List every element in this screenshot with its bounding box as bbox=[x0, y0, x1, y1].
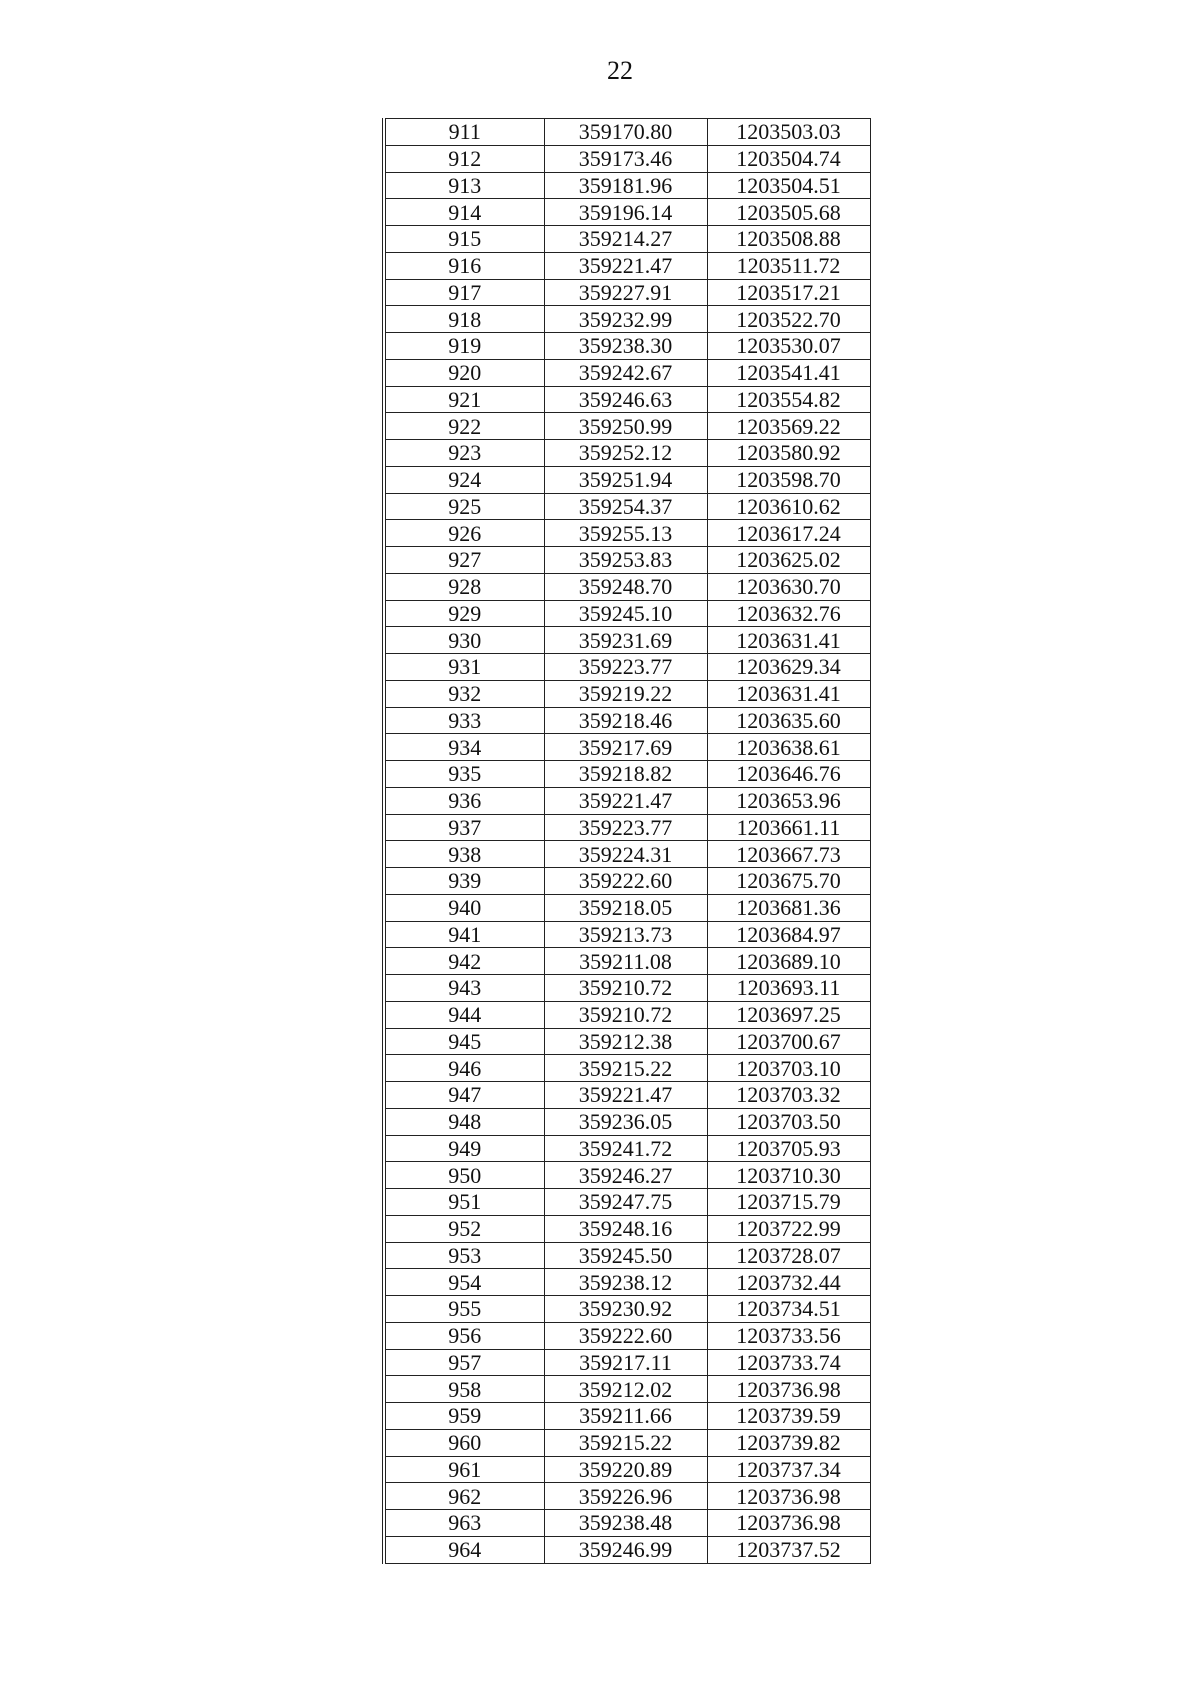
table-row bbox=[384, 1242, 870, 1269]
x-coordinate-cell: 359251.94 bbox=[544, 466, 707, 493]
table-row bbox=[384, 119, 870, 146]
point-number-cell: 929 bbox=[384, 600, 544, 627]
y-coordinate-cell: 1203693.11 bbox=[707, 975, 870, 1002]
y-coordinate-cell: 1203505.68 bbox=[707, 199, 870, 226]
table-row bbox=[384, 1001, 870, 1028]
y-coordinate-cell: 1203667.73 bbox=[707, 841, 870, 868]
y-coordinate-cell: 1203610.62 bbox=[707, 493, 870, 520]
table-row bbox=[384, 787, 870, 814]
y-coordinate-cell: 1203675.70 bbox=[707, 868, 870, 895]
x-coordinate-cell: 359227.91 bbox=[544, 279, 707, 306]
point-number-cell: 947 bbox=[384, 1082, 544, 1109]
x-coordinate-cell: 359221.47 bbox=[544, 1082, 707, 1109]
y-coordinate-cell: 1203736.98 bbox=[707, 1376, 870, 1403]
y-coordinate-cell: 1203541.41 bbox=[707, 359, 870, 386]
x-coordinate-cell: 359211.08 bbox=[544, 948, 707, 975]
x-coordinate-cell: 359215.22 bbox=[544, 1429, 707, 1456]
point-number-cell: 927 bbox=[384, 547, 544, 574]
y-coordinate-cell: 1203697.25 bbox=[707, 1001, 870, 1028]
y-coordinate-cell: 1203661.11 bbox=[707, 814, 870, 841]
x-coordinate-cell: 359238.48 bbox=[544, 1510, 707, 1537]
table-row bbox=[384, 386, 870, 413]
table-row bbox=[384, 1082, 870, 1109]
table-row bbox=[384, 1510, 870, 1537]
point-number-cell: 920 bbox=[384, 359, 544, 386]
x-coordinate-cell: 359222.60 bbox=[544, 868, 707, 895]
table-row bbox=[384, 1322, 870, 1349]
point-number-cell: 960 bbox=[384, 1429, 544, 1456]
y-coordinate-cell: 1203736.98 bbox=[707, 1510, 870, 1537]
y-coordinate-cell: 1203653.96 bbox=[707, 787, 870, 814]
table-row bbox=[384, 1028, 870, 1055]
table-row bbox=[384, 654, 870, 681]
x-coordinate-cell: 359231.69 bbox=[544, 627, 707, 654]
x-coordinate-cell: 359173.46 bbox=[544, 145, 707, 172]
y-coordinate-cell: 1203504.74 bbox=[707, 145, 870, 172]
x-coordinate-cell: 359223.77 bbox=[544, 654, 707, 681]
x-coordinate-cell: 359170.80 bbox=[544, 119, 707, 146]
y-coordinate-cell: 1203703.32 bbox=[707, 1082, 870, 1109]
x-coordinate-cell: 359245.10 bbox=[544, 600, 707, 627]
x-coordinate-cell: 359211.66 bbox=[544, 1403, 707, 1430]
table-row bbox=[384, 279, 870, 306]
y-coordinate-cell: 1203630.70 bbox=[707, 573, 870, 600]
point-number-cell: 921 bbox=[384, 386, 544, 413]
table-row bbox=[384, 1536, 870, 1563]
y-coordinate-cell: 1203703.50 bbox=[707, 1108, 870, 1135]
y-coordinate-cell: 1203580.92 bbox=[707, 440, 870, 467]
x-coordinate-cell: 359230.92 bbox=[544, 1296, 707, 1323]
point-number-cell: 911 bbox=[384, 119, 544, 146]
y-coordinate-cell: 1203681.36 bbox=[707, 894, 870, 921]
y-coordinate-cell: 1203739.59 bbox=[707, 1403, 870, 1430]
table-row bbox=[384, 1376, 870, 1403]
table-row bbox=[384, 359, 870, 386]
y-coordinate-cell: 1203617.24 bbox=[707, 520, 870, 547]
point-number-cell: 933 bbox=[384, 707, 544, 734]
x-coordinate-cell: 359247.75 bbox=[544, 1189, 707, 1216]
y-coordinate-cell: 1203503.03 bbox=[707, 119, 870, 146]
y-coordinate-cell: 1203504.51 bbox=[707, 172, 870, 199]
point-number-cell: 936 bbox=[384, 787, 544, 814]
table-row bbox=[384, 1456, 870, 1483]
x-coordinate-cell: 359236.05 bbox=[544, 1108, 707, 1135]
point-number-cell: 953 bbox=[384, 1242, 544, 1269]
x-coordinate-cell: 359245.50 bbox=[544, 1242, 707, 1269]
point-number-cell: 942 bbox=[384, 948, 544, 975]
table-row bbox=[384, 466, 870, 493]
y-coordinate-cell: 1203733.74 bbox=[707, 1349, 870, 1376]
table-row bbox=[384, 841, 870, 868]
x-coordinate-cell: 359212.02 bbox=[544, 1376, 707, 1403]
y-coordinate-cell: 1203646.76 bbox=[707, 761, 870, 788]
point-number-cell: 948 bbox=[384, 1108, 544, 1135]
table-row bbox=[384, 894, 870, 921]
y-coordinate-cell: 1203728.07 bbox=[707, 1242, 870, 1269]
x-coordinate-cell: 359218.05 bbox=[544, 894, 707, 921]
y-coordinate-cell: 1203710.30 bbox=[707, 1162, 870, 1189]
point-number-cell: 944 bbox=[384, 1001, 544, 1028]
x-coordinate-cell: 359215.22 bbox=[544, 1055, 707, 1082]
table-row bbox=[384, 573, 870, 600]
point-number-cell: 919 bbox=[384, 333, 544, 360]
table-row bbox=[384, 1189, 870, 1216]
x-coordinate-cell: 359242.67 bbox=[544, 359, 707, 386]
y-coordinate-cell: 1203629.34 bbox=[707, 654, 870, 681]
table-row bbox=[384, 734, 870, 761]
point-number-cell: 951 bbox=[384, 1189, 544, 1216]
y-coordinate-cell: 1203511.72 bbox=[707, 252, 870, 279]
point-number-cell: 943 bbox=[384, 975, 544, 1002]
point-number-cell: 932 bbox=[384, 680, 544, 707]
y-coordinate-cell: 1203638.61 bbox=[707, 734, 870, 761]
table-row bbox=[384, 145, 870, 172]
x-coordinate-cell: 359219.22 bbox=[544, 680, 707, 707]
y-coordinate-cell: 1203522.70 bbox=[707, 306, 870, 333]
point-number-cell: 941 bbox=[384, 921, 544, 948]
table-row bbox=[384, 413, 870, 440]
y-coordinate-cell: 1203722.99 bbox=[707, 1215, 870, 1242]
x-coordinate-cell: 359210.72 bbox=[544, 975, 707, 1002]
y-coordinate-cell: 1203517.21 bbox=[707, 279, 870, 306]
x-coordinate-cell: 359222.60 bbox=[544, 1322, 707, 1349]
y-coordinate-cell: 1203631.41 bbox=[707, 680, 870, 707]
table-row bbox=[384, 1055, 870, 1082]
point-number-cell: 963 bbox=[384, 1510, 544, 1537]
table-row bbox=[384, 1269, 870, 1296]
point-number-cell: 938 bbox=[384, 841, 544, 868]
y-coordinate-cell: 1203530.07 bbox=[707, 333, 870, 360]
table-row bbox=[384, 948, 870, 975]
table-row bbox=[384, 333, 870, 360]
y-coordinate-cell: 1203705.93 bbox=[707, 1135, 870, 1162]
y-coordinate-cell: 1203739.82 bbox=[707, 1429, 870, 1456]
x-coordinate-cell: 359255.13 bbox=[544, 520, 707, 547]
x-coordinate-cell: 359232.99 bbox=[544, 306, 707, 333]
y-coordinate-cell: 1203684.97 bbox=[707, 921, 870, 948]
point-number-cell: 940 bbox=[384, 894, 544, 921]
x-coordinate-cell: 359248.70 bbox=[544, 573, 707, 600]
y-coordinate-cell: 1203625.02 bbox=[707, 547, 870, 574]
point-number-cell: 924 bbox=[384, 466, 544, 493]
table-row bbox=[384, 172, 870, 199]
x-coordinate-cell: 359238.12 bbox=[544, 1269, 707, 1296]
point-number-cell: 930 bbox=[384, 627, 544, 654]
point-number-cell: 931 bbox=[384, 654, 544, 681]
y-coordinate-cell: 1203733.56 bbox=[707, 1322, 870, 1349]
table-row bbox=[384, 306, 870, 333]
coordinates-table-body bbox=[384, 119, 870, 1564]
y-coordinate-cell: 1203631.41 bbox=[707, 627, 870, 654]
y-coordinate-cell: 1203569.22 bbox=[707, 413, 870, 440]
point-number-cell: 945 bbox=[384, 1028, 544, 1055]
x-coordinate-cell: 359210.72 bbox=[544, 1001, 707, 1028]
page-number: 22 bbox=[607, 56, 633, 85]
y-coordinate-cell: 1203737.52 bbox=[707, 1536, 870, 1563]
y-coordinate-cell: 1203715.79 bbox=[707, 1189, 870, 1216]
table-row bbox=[384, 1135, 870, 1162]
table-row bbox=[384, 493, 870, 520]
point-number-cell: 912 bbox=[384, 145, 544, 172]
table-row bbox=[384, 252, 870, 279]
table-row bbox=[384, 1162, 870, 1189]
x-coordinate-cell: 359181.96 bbox=[544, 172, 707, 199]
table-row bbox=[384, 707, 870, 734]
table-row bbox=[384, 814, 870, 841]
x-coordinate-cell: 359253.83 bbox=[544, 547, 707, 574]
table-row bbox=[384, 440, 870, 467]
table-row bbox=[384, 868, 870, 895]
x-coordinate-cell: 359212.38 bbox=[544, 1028, 707, 1055]
point-number-cell: 923 bbox=[384, 440, 544, 467]
point-number-cell: 956 bbox=[384, 1322, 544, 1349]
point-number-cell: 961 bbox=[384, 1456, 544, 1483]
y-coordinate-cell: 1203635.60 bbox=[707, 707, 870, 734]
x-coordinate-cell: 359196.14 bbox=[544, 199, 707, 226]
table-row bbox=[384, 1108, 870, 1135]
x-coordinate-cell: 359217.69 bbox=[544, 734, 707, 761]
table-row bbox=[384, 199, 870, 226]
table-row bbox=[384, 975, 870, 1002]
point-number-cell: 922 bbox=[384, 413, 544, 440]
x-coordinate-cell: 359241.72 bbox=[544, 1135, 707, 1162]
y-coordinate-cell: 1203632.76 bbox=[707, 600, 870, 627]
table-row bbox=[384, 1349, 870, 1376]
x-coordinate-cell: 359248.16 bbox=[544, 1215, 707, 1242]
x-coordinate-cell: 359223.77 bbox=[544, 814, 707, 841]
y-coordinate-cell: 1203703.10 bbox=[707, 1055, 870, 1082]
table-row bbox=[384, 1296, 870, 1323]
point-number-cell: 955 bbox=[384, 1296, 544, 1323]
point-number-cell: 913 bbox=[384, 172, 544, 199]
table-row bbox=[384, 226, 870, 253]
x-coordinate-cell: 359221.47 bbox=[544, 252, 707, 279]
point-number-cell: 939 bbox=[384, 868, 544, 895]
x-coordinate-cell: 359246.63 bbox=[544, 386, 707, 413]
x-coordinate-cell: 359246.27 bbox=[544, 1162, 707, 1189]
x-coordinate-cell: 359246.99 bbox=[544, 1536, 707, 1563]
x-coordinate-cell: 359226.96 bbox=[544, 1483, 707, 1510]
x-coordinate-cell: 359221.47 bbox=[544, 787, 707, 814]
point-number-cell: 954 bbox=[384, 1269, 544, 1296]
point-number-cell: 914 bbox=[384, 199, 544, 226]
point-number-cell: 964 bbox=[384, 1536, 544, 1563]
x-coordinate-cell: 359254.37 bbox=[544, 493, 707, 520]
point-number-cell: 926 bbox=[384, 520, 544, 547]
point-number-cell: 925 bbox=[384, 493, 544, 520]
table-row bbox=[384, 761, 870, 788]
y-coordinate-cell: 1203598.70 bbox=[707, 466, 870, 493]
x-coordinate-cell: 359217.11 bbox=[544, 1349, 707, 1376]
table-row bbox=[384, 600, 870, 627]
table-row bbox=[384, 547, 870, 574]
table-row bbox=[384, 627, 870, 654]
y-coordinate-cell: 1203732.44 bbox=[707, 1269, 870, 1296]
y-coordinate-cell: 1203689.10 bbox=[707, 948, 870, 975]
x-coordinate-cell: 359218.46 bbox=[544, 707, 707, 734]
table-row bbox=[384, 680, 870, 707]
x-coordinate-cell: 359218.82 bbox=[544, 761, 707, 788]
x-coordinate-cell: 359220.89 bbox=[544, 1456, 707, 1483]
x-coordinate-cell: 359213.73 bbox=[544, 921, 707, 948]
x-coordinate-cell: 359238.30 bbox=[544, 333, 707, 360]
point-number-cell: 950 bbox=[384, 1162, 544, 1189]
point-number-cell: 949 bbox=[384, 1135, 544, 1162]
y-coordinate-cell: 1203554.82 bbox=[707, 386, 870, 413]
point-number-cell: 935 bbox=[384, 761, 544, 788]
y-coordinate-cell: 1203736.98 bbox=[707, 1483, 870, 1510]
y-coordinate-cell: 1203700.67 bbox=[707, 1028, 870, 1055]
table-row bbox=[384, 520, 870, 547]
table-row bbox=[384, 1215, 870, 1242]
point-number-cell: 934 bbox=[384, 734, 544, 761]
point-number-cell: 959 bbox=[384, 1403, 544, 1430]
point-number-cell: 915 bbox=[384, 226, 544, 253]
point-number-cell: 916 bbox=[384, 252, 544, 279]
table-row bbox=[384, 1429, 870, 1456]
x-coordinate-cell: 359214.27 bbox=[544, 226, 707, 253]
point-number-cell: 958 bbox=[384, 1376, 544, 1403]
point-number-cell: 928 bbox=[384, 573, 544, 600]
point-number-cell: 946 bbox=[384, 1055, 544, 1082]
y-coordinate-cell: 1203508.88 bbox=[707, 226, 870, 253]
point-number-cell: 917 bbox=[384, 279, 544, 306]
x-coordinate-cell: 359224.31 bbox=[544, 841, 707, 868]
coordinates-table bbox=[382, 118, 871, 1564]
y-coordinate-cell: 1203737.34 bbox=[707, 1456, 870, 1483]
table-row bbox=[384, 1483, 870, 1510]
table-row bbox=[384, 921, 870, 948]
table-row bbox=[384, 1403, 870, 1430]
point-number-cell: 952 bbox=[384, 1215, 544, 1242]
point-number-cell: 918 bbox=[384, 306, 544, 333]
x-coordinate-cell: 359250.99 bbox=[544, 413, 707, 440]
point-number-cell: 957 bbox=[384, 1349, 544, 1376]
point-number-cell: 962 bbox=[384, 1483, 544, 1510]
point-number-cell: 937 bbox=[384, 814, 544, 841]
x-coordinate-cell: 359252.12 bbox=[544, 440, 707, 467]
y-coordinate-cell: 1203734.51 bbox=[707, 1296, 870, 1323]
